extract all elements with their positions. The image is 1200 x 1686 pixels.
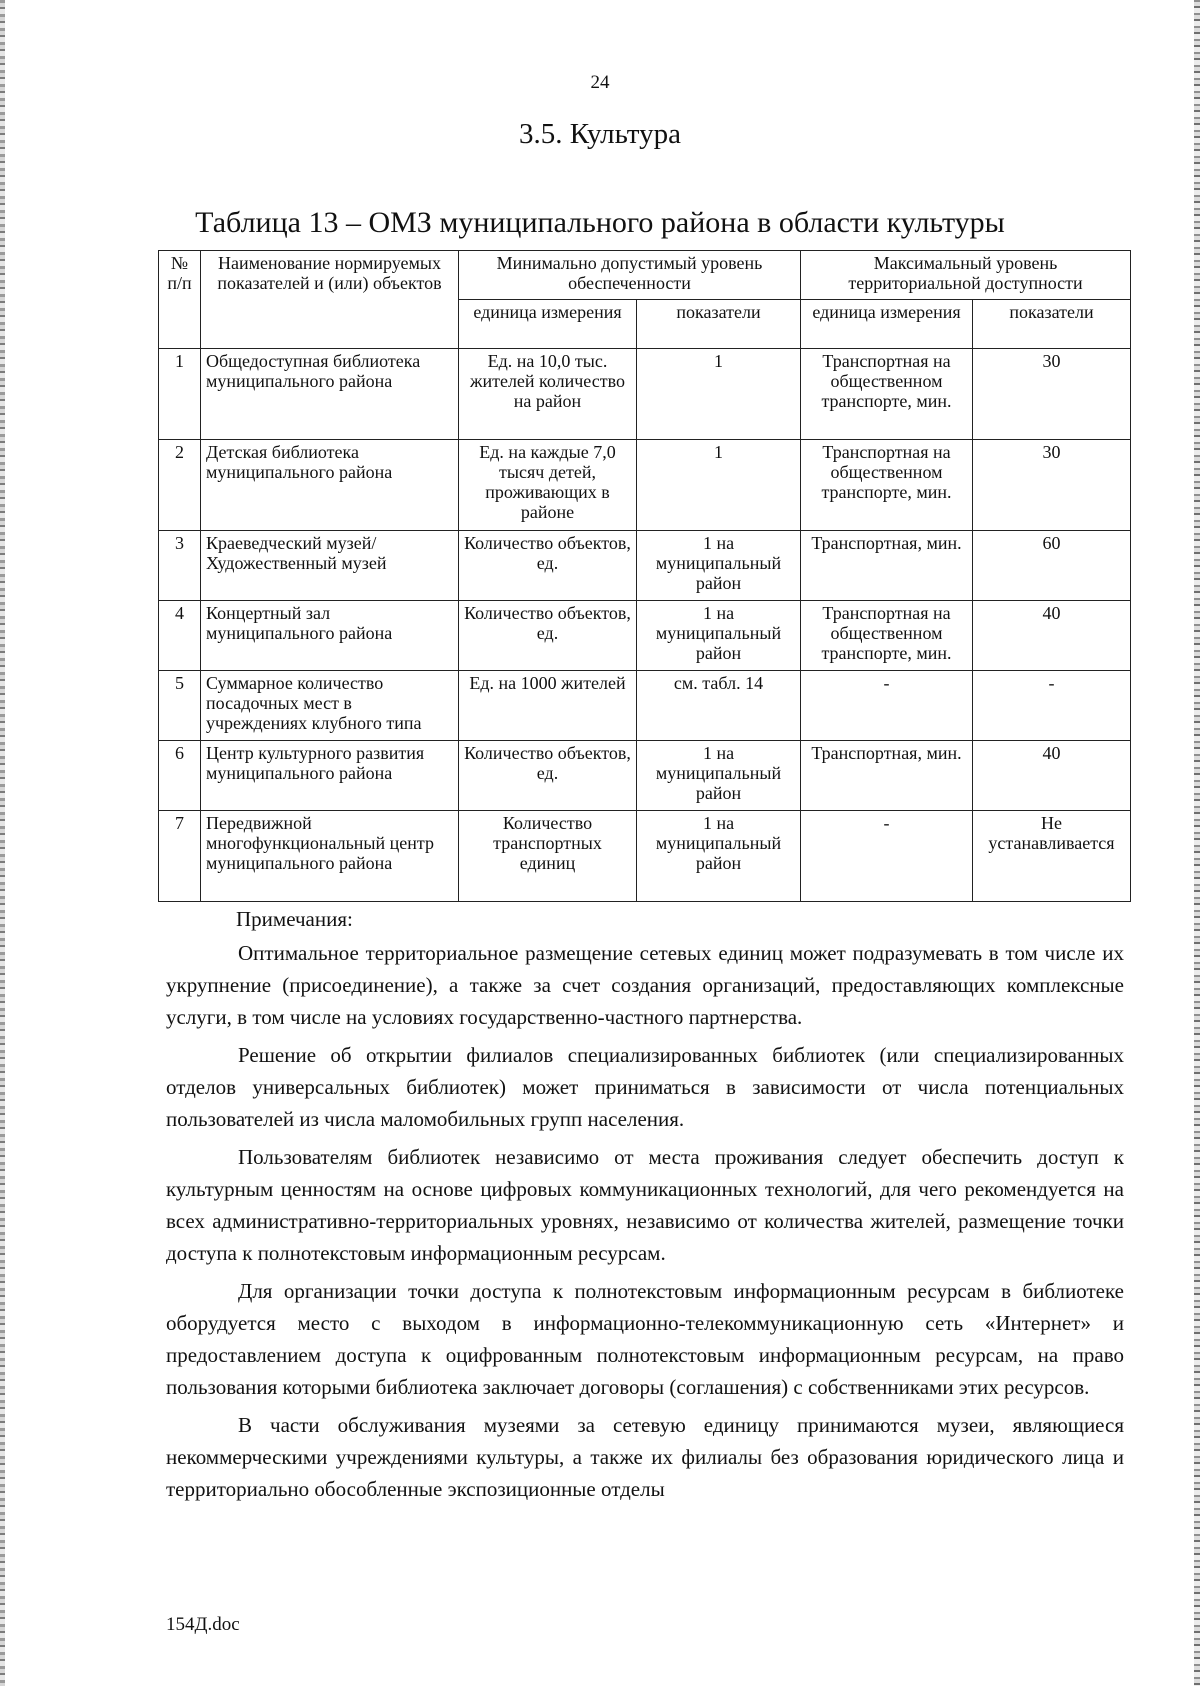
page-number: 24 (590, 72, 610, 93)
note-paragraph: В части обслуживания музеями за сетевую единицу принимаются музеи, являющиеся некоммерческими учреждениями культуры, а также их филиалы без образования юридического лица и территориально обособленные экспозиционные отделы (166, 1413, 1124, 1501)
row-max-value: 30 (973, 440, 1131, 531)
row-num: 7 (159, 811, 201, 902)
row-min-unit: Количество транспортных единиц (459, 811, 637, 902)
header-name: Наименование нормируемых показателей и (или) объектов (201, 251, 459, 349)
row-max-value: 40 (973, 601, 1131, 671)
row-min-value: 1 на муниципальный район (637, 811, 801, 902)
table-row (159, 811, 1131, 902)
row-min-value: 1 (637, 440, 801, 531)
row-min-unit: Количество объектов, ед. (459, 601, 637, 671)
culture-norms-table (158, 250, 1131, 902)
row-max-unit: Транспортная, мин. (801, 741, 973, 811)
row-num: 2 (159, 440, 201, 531)
header-max-group: Максимальный уровень территориальной доступности (801, 251, 1131, 300)
row-num: 6 (159, 741, 201, 811)
header-max-indicator: показатели (973, 300, 1131, 349)
header-min-group: Минимально допустимый уровень обеспеченности (459, 251, 801, 300)
row-max-unit: - (801, 811, 973, 902)
row-min-value: 1 на муниципальный район (637, 601, 801, 671)
row-min-value: 1 (637, 349, 801, 440)
row-max-value: - (973, 671, 1131, 741)
header-num: № п/п (159, 251, 201, 349)
table-row (159, 741, 1131, 811)
footer-filename: 154Д.doc (166, 1614, 240, 1635)
row-max-value: 60 (973, 531, 1131, 601)
row-min-value: 1 на муниципальный район (637, 531, 801, 601)
row-name: Краеведческий музей/ Художественный музей (201, 531, 459, 601)
table-row (159, 671, 1131, 741)
row-min-unit: Ед. на 10,0 тыс. жителей количество на район (459, 349, 637, 440)
scan-edge-left (0, 0, 5, 1686)
row-num: 1 (159, 349, 201, 440)
row-num: 4 (159, 601, 201, 671)
row-max-unit: Транспортная на общественном транспорте, мин. (801, 349, 973, 440)
row-min-unit: Количество объектов, ед. (459, 741, 637, 811)
row-min-value: 1 на муниципальный район (637, 741, 801, 811)
row-name: Общедоступная библиотека муниципального района (201, 349, 459, 440)
header-max-unit: единица измерения (801, 300, 973, 349)
row-max-value: Не устанавливается (973, 811, 1131, 902)
row-min-value: см. табл. 14 (637, 671, 801, 741)
note-paragraph: Пользователям библиотек независимо от места проживания следует обеспечить доступ к культурным ценностям на основе цифровых коммуникационных технологий, для чего рекомендуется на всех административно-территориальных уровнях, независимо от количества жителей, размещение точки доступа к полнотекстовым информационным ресурсам. (166, 1145, 1124, 1265)
row-min-unit: Ед. на 1000 жителей (459, 671, 637, 741)
header-min-indicator: показатели (637, 300, 801, 349)
table-row (159, 531, 1131, 601)
notes-title: Примечания: (236, 907, 353, 931)
scan-edge-right (1194, 0, 1200, 1686)
row-max-unit: Транспортная, мин. (801, 531, 973, 601)
table-row (159, 349, 1131, 440)
row-max-unit: Транспортная на общественном транспорте, мин. (801, 440, 973, 531)
note-paragraph: Решение об открытии филиалов специализированных библиотек (или специализированных отделов универсальных библиотек) может приниматься в зависимости от числа потенциальных пользователей из числа маломобильных групп населения. (166, 1043, 1124, 1131)
table-row (159, 440, 1131, 531)
notes-body (166, 937, 1124, 1511)
row-name: Концертный зал муниципального района (201, 601, 459, 671)
note-paragraph: Оптимальное территориальное размещение сетевых единиц может подразумевать в том числе их укрупнение (присоединение), а также за счет создания организаций, предоставляющих комплексные услуги, в том числе на условиях государственно-частного партнерства. (166, 941, 1124, 1029)
row-min-unit: Количество объектов, ед. (459, 531, 637, 601)
header-min-unit: единица измерения (459, 300, 637, 349)
row-num: 3 (159, 531, 201, 601)
section-title: 3.5. Культура (519, 118, 681, 150)
row-min-unit: Ед. на каждые 7,0 тысяч детей, проживающих в районе (459, 440, 637, 531)
row-max-value: 40 (973, 741, 1131, 811)
row-name: Детская библиотека муниципального района (201, 440, 459, 531)
row-name: Передвижной многофункциональный центр муниципального района (201, 811, 459, 902)
row-max-value: 30 (973, 349, 1131, 440)
note-paragraph: Для организации точки доступа к полнотекстовым информационным ресурсам в библиотеке оборудуется место с выходом в информационно-телекоммуникационную сеть «Интернет» и предоставлением доступа к оцифрованным полнотекстовым информационным ресурсам, на право пользования которыми библиотека заключает договоры (соглашения) с собственниками этих ресурсов. (166, 1279, 1124, 1399)
row-num: 5 (159, 671, 201, 741)
row-name: Суммарное количество посадочных мест в учреждениях клубного типа (201, 671, 459, 741)
row-max-unit: Транспортная на общественном транспорте, мин. (801, 601, 973, 671)
row-max-unit: - (801, 671, 973, 741)
table-row (159, 601, 1131, 671)
table-caption: Таблица 13 – ОМЗ муниципального района в области культуры (195, 206, 1005, 239)
row-name: Центр культурного развития муниципального района (201, 741, 459, 811)
